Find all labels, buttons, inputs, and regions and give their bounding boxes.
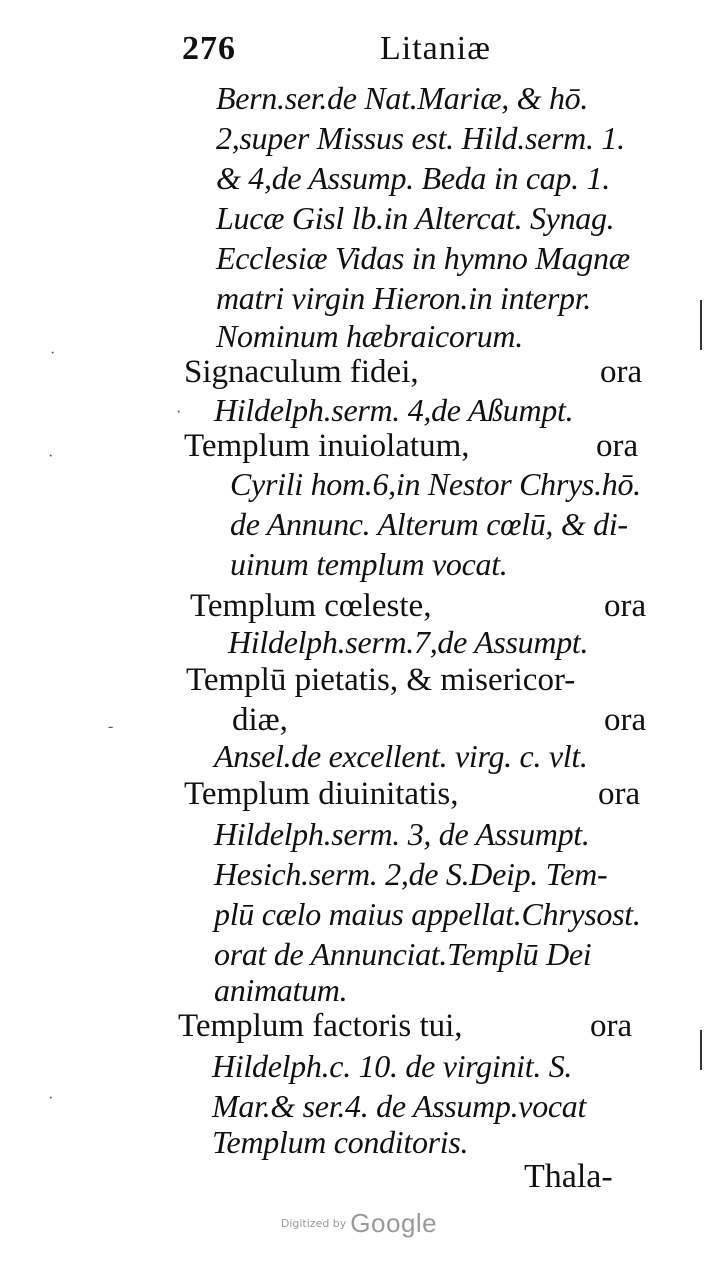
litany-title-continued: diæ, (232, 702, 288, 738)
litany-title: Templum factoris tui, (178, 1008, 463, 1044)
citation-line: Nominum hæbraicorum. (216, 318, 523, 354)
scan-speck: · (176, 404, 182, 421)
edge-mark (700, 300, 702, 350)
google-wordmark: Google (350, 1208, 438, 1238)
citation-line: Ecclesiæ Vidas in hymno Magnæ (216, 240, 630, 276)
litany-title: Signaculum fidei, (184, 354, 419, 390)
ora-label: ora (604, 588, 647, 624)
citation-line: animatum. (214, 972, 348, 1008)
running-title: Litaniæ (380, 30, 491, 67)
edge-mark (700, 1030, 702, 1070)
ora-label: ora (600, 354, 643, 390)
litany-title: Templum cœleste, (190, 588, 432, 624)
citation-line: Templum conditoris. (212, 1124, 469, 1160)
citation-line: Hildelph.serm. 3, de Assumpt. (214, 816, 590, 852)
ora-label: ora (590, 1008, 633, 1044)
scan-speck: · (50, 345, 56, 362)
citation-line: orat de Annunciat.Templū Dei (214, 936, 592, 972)
page-number: 276 (182, 30, 236, 67)
citation-line: Lucæ Gisl lb.in Altercat. Synag. (216, 200, 615, 236)
citation-line: 2,super Missus est. Hild.serm. 1. (216, 120, 625, 156)
digitized-by-label: Digitized by (280, 1217, 347, 1230)
citation-line: Cyrili hom.6,in Nestor Chrys.hō. (230, 466, 641, 502)
litany-title: Templū pietatis, & misericor- (186, 662, 576, 698)
scan-speck: · (48, 1090, 54, 1107)
catchword: Thala- (524, 1158, 613, 1195)
citation-line: Bern.ser.de Nat.Mariæ, & hō. (216, 80, 589, 116)
ora-label: ora (598, 776, 641, 812)
citation-line: Hildelph.c. 10. de virginit. S. (212, 1048, 573, 1084)
scan-speck: - (108, 718, 114, 735)
citation-line: & 4,de Assump. Beda in cap. 1. (216, 160, 610, 196)
citation-line: de Annunc. Alterum cœlū, & di- (230, 506, 628, 542)
litany-title: Templum diuinitatis, (184, 776, 459, 812)
citation-line: Hesich.serm. 2,de S.Deip. Tem- (214, 856, 608, 892)
digitized-footer (0, 1208, 718, 1239)
ora-label: ora (604, 702, 647, 738)
litany-title: Templum inuiolatum, (184, 428, 470, 464)
citation-line: Hildelph.serm.7,de Assumpt. (228, 624, 589, 660)
citation-line: Mar.& ser.4. de Assump.vocat (212, 1088, 587, 1124)
citation-line: Hildelph.serm. 4,de Aßumpt. (214, 392, 574, 428)
citation-line: matri virgin Hieron.in interpr. (216, 280, 591, 316)
scan-speck: · (48, 448, 54, 465)
citation-line: Ansel.de excellent. virg. c. vlt. (214, 738, 588, 774)
citation-line: plū cælo maius appellat.Chrysost. (214, 896, 641, 932)
citation-line: uinum templum vocat. (230, 546, 508, 582)
ora-label: ora (596, 428, 639, 464)
